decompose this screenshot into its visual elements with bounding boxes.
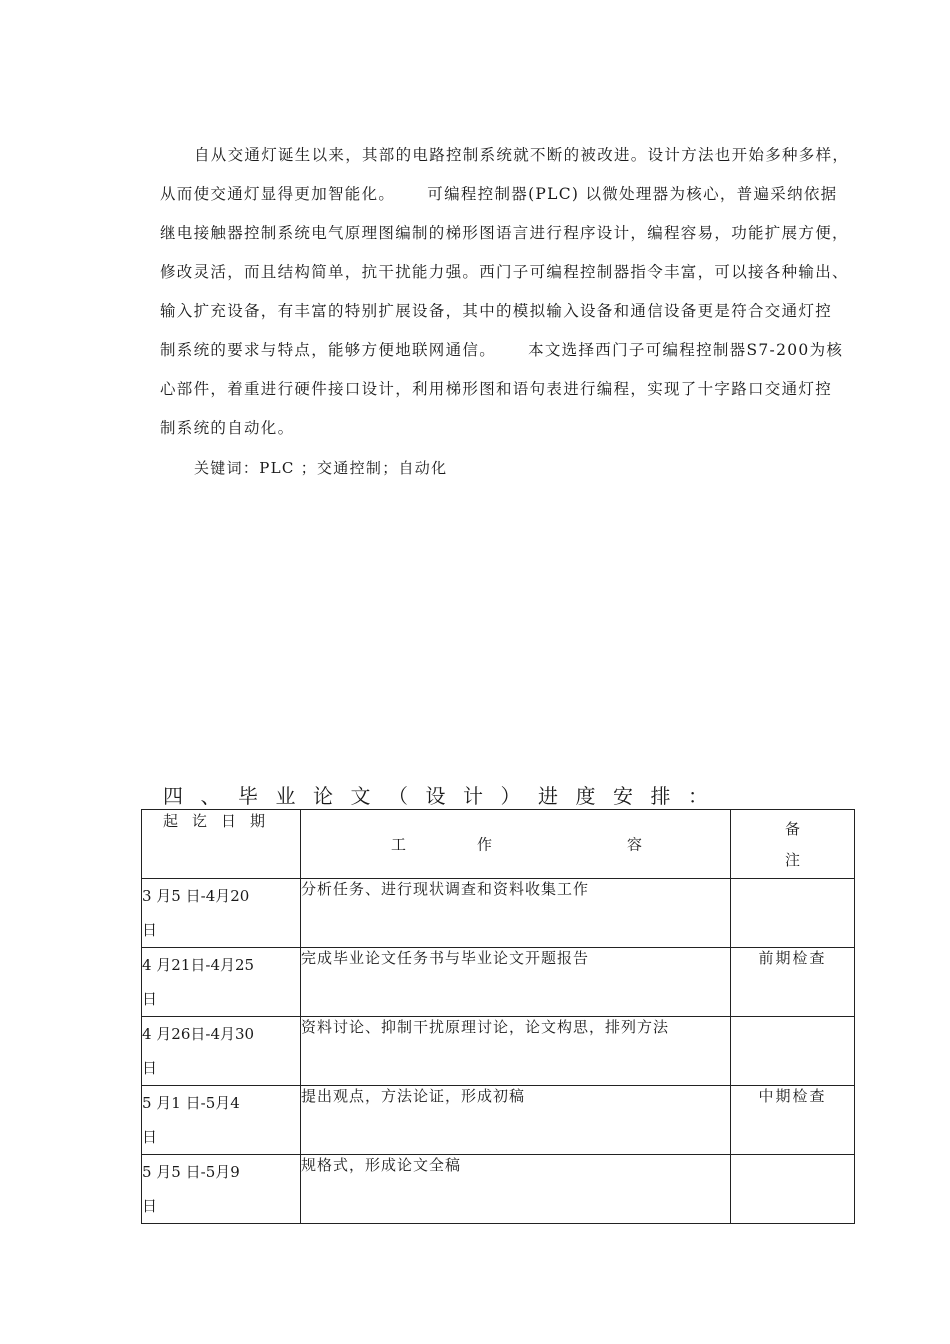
date-cell: [142, 948, 301, 1017]
task-cell: 规格式，形成论文全稿: [301, 1155, 731, 1224]
header-date: 起讫日期: [142, 810, 301, 879]
header-note: [731, 810, 855, 879]
date-cell: [142, 1155, 301, 1224]
note-cell: [731, 879, 855, 948]
table-row: [142, 948, 855, 1017]
date-text: 4 月21日-4月25: [142, 956, 255, 974]
header-work-char: 工: [391, 835, 407, 854]
date-cell: [142, 1017, 301, 1086]
table-header-row: [142, 810, 855, 879]
note-cell: [731, 1017, 855, 1086]
abstract-line: 心部件，着重进行硬件接口设计，利用梯形图和语句表进行编程，实现了十字路口交通灯控: [160, 380, 833, 398]
date-text: 4 月26日-4月30: [142, 1025, 255, 1043]
abstract-line: 制系统的自动化。: [160, 419, 295, 437]
note-cell: [731, 1155, 855, 1224]
header-work-char: 容: [627, 835, 643, 854]
header-note-char: 注: [784, 851, 800, 869]
schedule-heading: 四、毕业论文（设计）进度安排：: [163, 784, 726, 808]
abstract-line: 继电接触器控制系统电气原理图编制的梯形图语言进行程序设计，编程容易，功能扩展方便，: [160, 224, 849, 242]
date-text: 日: [142, 1059, 158, 1077]
schedule-table: [141, 809, 855, 1224]
date-text: 日: [142, 921, 158, 939]
table-row: [142, 1086, 855, 1155]
abstract-line: 制系统的要求与特点，能够方便地联网通信。 本文选择西门子可编程控制器S7-200为核: [160, 341, 844, 359]
date-cell: [142, 1086, 301, 1155]
header-work-char: 作: [477, 835, 493, 854]
date-text: 日: [142, 990, 158, 1008]
header-work: [301, 810, 731, 879]
note-cell: 前期检查: [731, 948, 855, 1017]
abstract-line: 从而使交通灯显得更加智能化。 可编程控制器(PLC) 以微处理器为核心，普遍采纳依据: [160, 185, 838, 203]
abstract-line: 修改灵活，而且结构简单，抗干扰能力强。西门子可编程控制器指令丰富，可以接各种输出、: [160, 263, 849, 281]
task-cell: 完成毕业论文任务书与毕业论文开题报告: [301, 948, 731, 1017]
date-text: 3 月5 日-4月20: [142, 887, 250, 905]
table-row: [142, 879, 855, 948]
note-cell: 中期检查: [731, 1086, 855, 1155]
task-cell: 提出观点，方法论证，形成初稿: [301, 1086, 731, 1155]
date-text: 5 月1 日-5月4: [142, 1094, 240, 1112]
date-text: 5 月5 日-5月9: [142, 1163, 240, 1181]
abstract-line: 输入扩充设备，有丰富的特别扩展设备，其中的模拟输入设备和通信设备更是符合交通灯控: [160, 302, 833, 320]
header-note-char: 备: [784, 820, 800, 838]
table-row: [142, 1155, 855, 1224]
table-row: [142, 1017, 855, 1086]
task-cell: 资料讨论、抑制干扰原理讨论，论文构思，排列方法: [301, 1017, 731, 1086]
date-text: 日: [142, 1128, 158, 1146]
date-cell: [142, 879, 301, 948]
task-cell: 分析任务、进行现状调查和资料收集工作: [301, 879, 731, 948]
date-text: 日: [142, 1197, 158, 1215]
keywords-line: 关键词：PLC ；交通控制；自动化: [194, 459, 448, 477]
abstract-line: 自从交通灯诞生以来，其部的电路控制系统就不断的被改进。设计方法也开始多种多样，: [194, 146, 850, 164]
